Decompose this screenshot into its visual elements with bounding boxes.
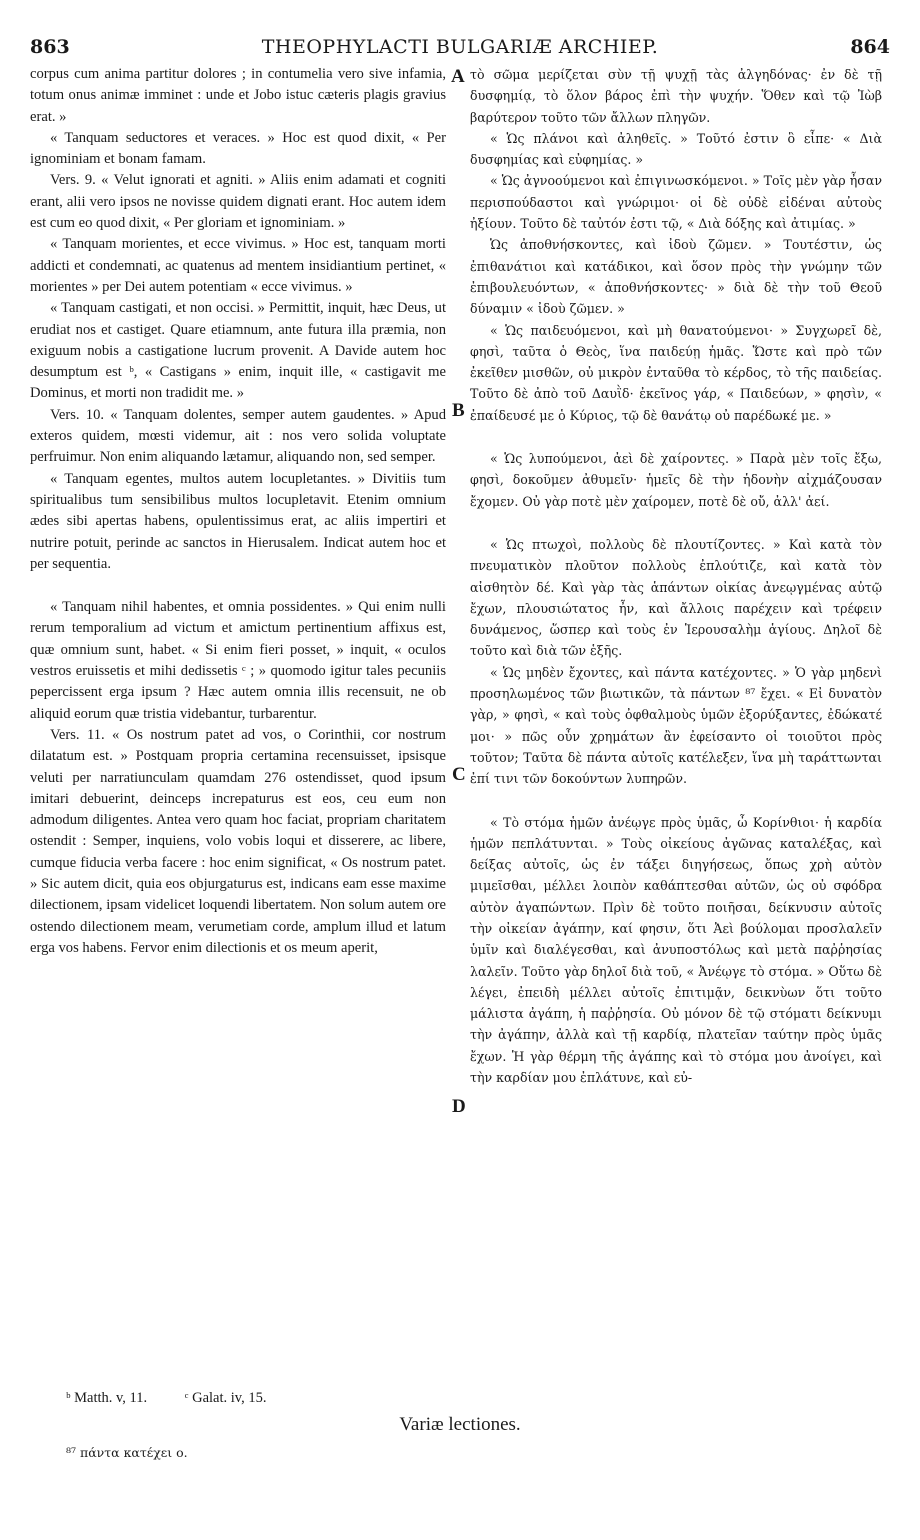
latin-paragraph: « Tanquam morientes, et ecce vivimus. » Hoc est, tanquam morti addicti et condemnati, ac quatenus ad mentem insidiantium pertinet, « morientes » per Dei autem potentiam « ecce vivimus. » [30,236,446,295]
footnotes [66,1390,300,1407]
greek-paragraph: « Ὡς πτωχοὶ, πολλοὺς δὲ πλουτίζοντες. » Καὶ κατὰ τὸν πνευματικὸν πλοῦτον πολλοὺς ἐπλούτιζε, καὶ κατὰ τὸν αἰσθητὸν δέ. Καὶ γὰρ τὰς ἁπάντων οἰκίας ἀνεῳγμένας αὐτῷ ἔχων, πλουσιώτατος ἦν, καὶ ἄλλοις παρέχειν καὶ τρέφειν δυνάμενος, ὥσπερ καὶ τοὺς ἐν Ἱερουσαλὴμ ἁγίους. Δηλοῖ δὲ τοῦτο καὶ διὰ τῶν ἑξῆς. [470,536,882,659]
page-header [30,36,890,64]
latin-paragraph: Vers. 9. « Velut ignorati et agniti. » Aliis enim adamati et cogniti erant, alii vero ipsos ne novisse quidem dignati erant. Hoc autem idem est cum eo quod dixit, « Per gloriam et ignominiam. » [30,172,446,232]
greek-paragraph: « Ὡς λυπούμενοι, ἀεὶ δὲ χαίροντες. » Παρὰ μὲν τοῖς ἔξω, φησὶ, δοκοῦμεν ἀθυμεῖν· ἡμεῖς δὲ τὴν ἡδονὴν αἰχμάζουσαν ἔχομεν. Οὐ γὰρ ποτὲ μὲν χαίρομεν, ποτὲ δὲ οὔ, ἀλλ' ἀεί. [470,451,882,509]
section-marker-b: B [452,400,465,421]
section-marker-a: A [451,66,465,87]
latin-paragraph: « Tanquam egentes, multos autem locupletantes. » Divitiis tum spiritualibus tum sensibilibus multos locupletavit. Etenim omnium ædes sibi apertas habens, opulentissimus erat, ac aliis impertiri et nutrire potuit, perinde ac sanctos in Hierusalem. Indicat autem hoc et per sequentia. [30,470,446,572]
latin-column [30,64,446,959]
page-number-right: 864 [850,36,890,58]
greek-paragraph: τὸ σῶμα μερίζεται σὺν τῇ ψυχῇ τὰς ἀλγηδόνας· ἐν δὲ τῇ δυσφημίᾳ, τὸ ὅλον βάρος ἐπὶ τὴν ψυχήν. Ὅθεν καὶ τῷ Ἰὼβ βαρύτερον τοῦτο τῶν ἄλλων πληγῶν. [470,67,882,125]
greek-paragraph: « Τὸ στόμα ἡμῶν ἀνέῳγε πρὸς ὑμᾶς, ὦ Κορίνθιοι· ἡ καρδία ἡμῶν πεπλάτυνται. » Τοὺς οἰκείους ἀγῶνας καταλέξας, καὶ δείξας αὐτοῖς, ὡς ἐν τάξει διηγήσεως, ὅπως χρὴ αὐτὸν μιμεῖσθαι, μέλλει λοιπὸν καθάπτεσθαι αὐτῶν, ὡς οὐ σφόδρα αὐτὸν ἀγαπώντων. Πρὶν δὲ τοῦτο ποιῆσαι, δείκνυσιν αὐτοῖς τὴν οἰκείαν ἀγάπην, καί φησιν, ὅτι Ἀεὶ βούλομαι προσλαλεῖν ὑμῖν καὶ διαλέγεσθαι, καὶ ἀνυποστόλως καὶ μετὰ παῤῥησίας λαλεῖν. Τοῦτο γὰρ δηλοῖ διὰ τοῦ, « Ἀνέῳγε τὸ στόμα. » Οὕτω δὲ λέγει, ἐπειδὴ μέλλει αὐτοῖς ἐπιτιμᾷν, δεικνὺων ὅτι τοῦτο μάλιστα ἀγάπη, ἡ παῤῥησία. Οὐ μόνον δὲ τῷ στόματι δείκνυμι τὴν ἀγάπην, ἀλλὰ καὶ τῇ καρδίᾳ, πλατεῖαν ταύτην πρὸς ὑμᾶς ἔχων. Ἡ γὰρ θέρμη τῆς ἀγάπης καὶ τὸ στόμα μου ἀνοίγει, καὶ τὴν καρδίαν μου ἐπλάτυνε, καὶ εὐ- [470,814,882,1086]
latin-paragraph: Vers. 10. « Tanquam dolentes, semper autem gaudentes. » Apud exteros quidem, mœsti videmur, ait : nos vero solida voluptate perfruimur. Non enim aliquando lætamur, aliquando non, sed semper. [30,406,446,466]
latin-paragraph: « Tanquam nihil habentes, et omnia possidentes. » Qui enim nulli rerum temporalium ad victum et amictum pertinentium affixus est, quæ omnium sunt, habet. « Si enim fieri posset, » inquit, « oculos vestros eruissetis et mihi dedissetis ᶜ ; » quomodo igitur tales pecuniis pepercissent erga ipsum ? Hæc autem omnia illis recensuit, ne ob aliquid eorum quæ tristia videbantur, turbarentur. [30,599,446,722]
latin-paragraph: « Tanquam castigati, et non occisi. » Permittit, inquit, hæc Deus, ut erudiat nos et castiget. Quare etiamnum, ante futura illa præmia, non exiguum nobis a castigatione lucrum provenit. A Davide autem hoc desumptum est ᵇ, « Castigans » enim, inquit ille, « castigavit me Dominus, et morti non tradidit me. » [30,300,446,402]
footnote-c: ᶜ Galat. iv, 15. [184,1390,267,1406]
variae-lectiones-heading: Variæ lectiones. [399,1414,521,1435]
latin-paragraph: Vers. 11. « Os nostrum patet ad vos, o Corinthii, cor nostrum dilatatum est. » Postquam propria certamina recensuisset, ipsisque veluti per narratiunculam quamdam 276 ostendisset, quod ipsum imitari debuerint, deinceps increpaturus est eos, ceu eum non admodum diligentes. Antea vero quam hoc faciat, propriam charitatem ostendit : Semper, inquiens, volo vobis loqui et disserere, ac libere, cumque fiducia verba facere : hoc enim significat, « Os nostrum patet. » Sic autem dicit, quia eos objurgaturus est, indicans eam esse maxime dilectionem, ipsam videlicet loquendi libertatem. Non solum autem ore ostendo dilectionem meam, verumetiam corde, amplum illud et latum erga vos habens. Fervor enim dilectionis et os meum aperit, [30,726,446,956]
page-number-left: 863 [30,36,70,58]
section-marker-c: C [452,764,466,785]
latin-paragraph: « Tanquam seductores et veraces. » Hoc est quod dixit, « Per ignominiam et bonam famam. [30,129,446,168]
variant-reading-87: ⁸⁷ πάντα κατέχει ο. [66,1445,188,1460]
section-marker-d: D [452,1096,466,1117]
greek-paragraph: « Ὡς πλάνοι καὶ ἀληθεῖς. » Τοῦτό ἐστιν ὃ εἶπε· « Διὰ δυσφημίας καὶ εὐφημίας. » [470,130,882,168]
running-title: THEOPHYLACTI BULGARIÆ ARCHIEP. [261,36,659,58]
greek-column [470,64,882,1088]
greek-paragraph: Ὡς ἀποθνήσκοντες, καὶ ἰδοὺ ζῶμεν. » Τουτέστιν, ὡς ἐπιθανάτιοι καὶ κατάδικοι, καὶ ὅσον πρὸς τὴν γνώμην τῶν ἐπιβουλευόντων, « ἀποθνήσκοντες· » διὰ δὲ τὴν τοῦ Θεοῦ δύναμιν « ἰδοὺ ζῶμεν. » [470,237,882,317]
latin-paragraph: corpus cum anima partitur dolores ; in contumelia vero sive infamia, totum onus animæ imminet : unde et Jobo istuc cæteris plagis gravius erat. » [30,66,446,125]
footnote-b: ᵇ Matth. v, 11. [66,1390,148,1406]
greek-paragraph: « Ὡς μηδὲν ἔχοντες, καὶ πάντα κατέχοντες. » Ὁ γὰρ μηδενὶ προσηλωμένος τῶν βιωτικῶν, τὰ πάντων ⁸⁷ ἔχει. « Εἰ δυνατὸν γὰρ, » φησὶ, « καὶ τοὺς ὀφθαλμοὺς ὑμῶν ἐξορύξαντες, ἐδώκατέ μοι· » πῶς οὖν χρημάτων ἂν ἐφείσαντο οἱ τοιοῦτοι πρὸς τοῦτον; Ταῦτα δὲ πάντα αὐτοῖς κατέλεξεν, ἵνα μὴ ταράττωνται ἐπί τινι τῶν δοκούντων λυπηρῶν. [470,664,882,787]
greek-paragraph: « Ὡς παιδευόμενοι, καὶ μὴ θανατούμενοι· » Συγχωρεῖ δὲ, φησὶ, ταῦτα ὁ Θεὸς, ἵνα παιδεύῃ ἡμᾶς. Ὥστε καὶ πρὸ τῶν ἐκεῖθεν μισθῶν, οὐ μικρὸν ἐνταῦθα τὸ κέρδος, τὸ τῆς παιδείας. Τοῦτο δὲ ἀπὸ τοῦ Δαυῒδ· ἐκεῖνος γάρ, « Παιδεύων, » φησὶν, « ἐπαίδευσέ με ὁ Κύριος, τῷ δὲ θανάτῳ οὐ παρέδωκέ με. » [470,322,882,423]
greek-paragraph: « Ὡς ἀγνοούμενοι καὶ ἐπιγινωσκόμενοι. » Τοῖς μὲν γὰρ ἦσαν περισπούδαστοι καὶ γνώριμοι· οἱ δὲ οὐδὲ εἰδέναι αὐτοὺς ἠξίουν. Τοῦτο δὲ ταὐτόν ἐστι τῷ, « Διὰ δόξης καὶ ἀτιμίας. » [470,173,882,232]
